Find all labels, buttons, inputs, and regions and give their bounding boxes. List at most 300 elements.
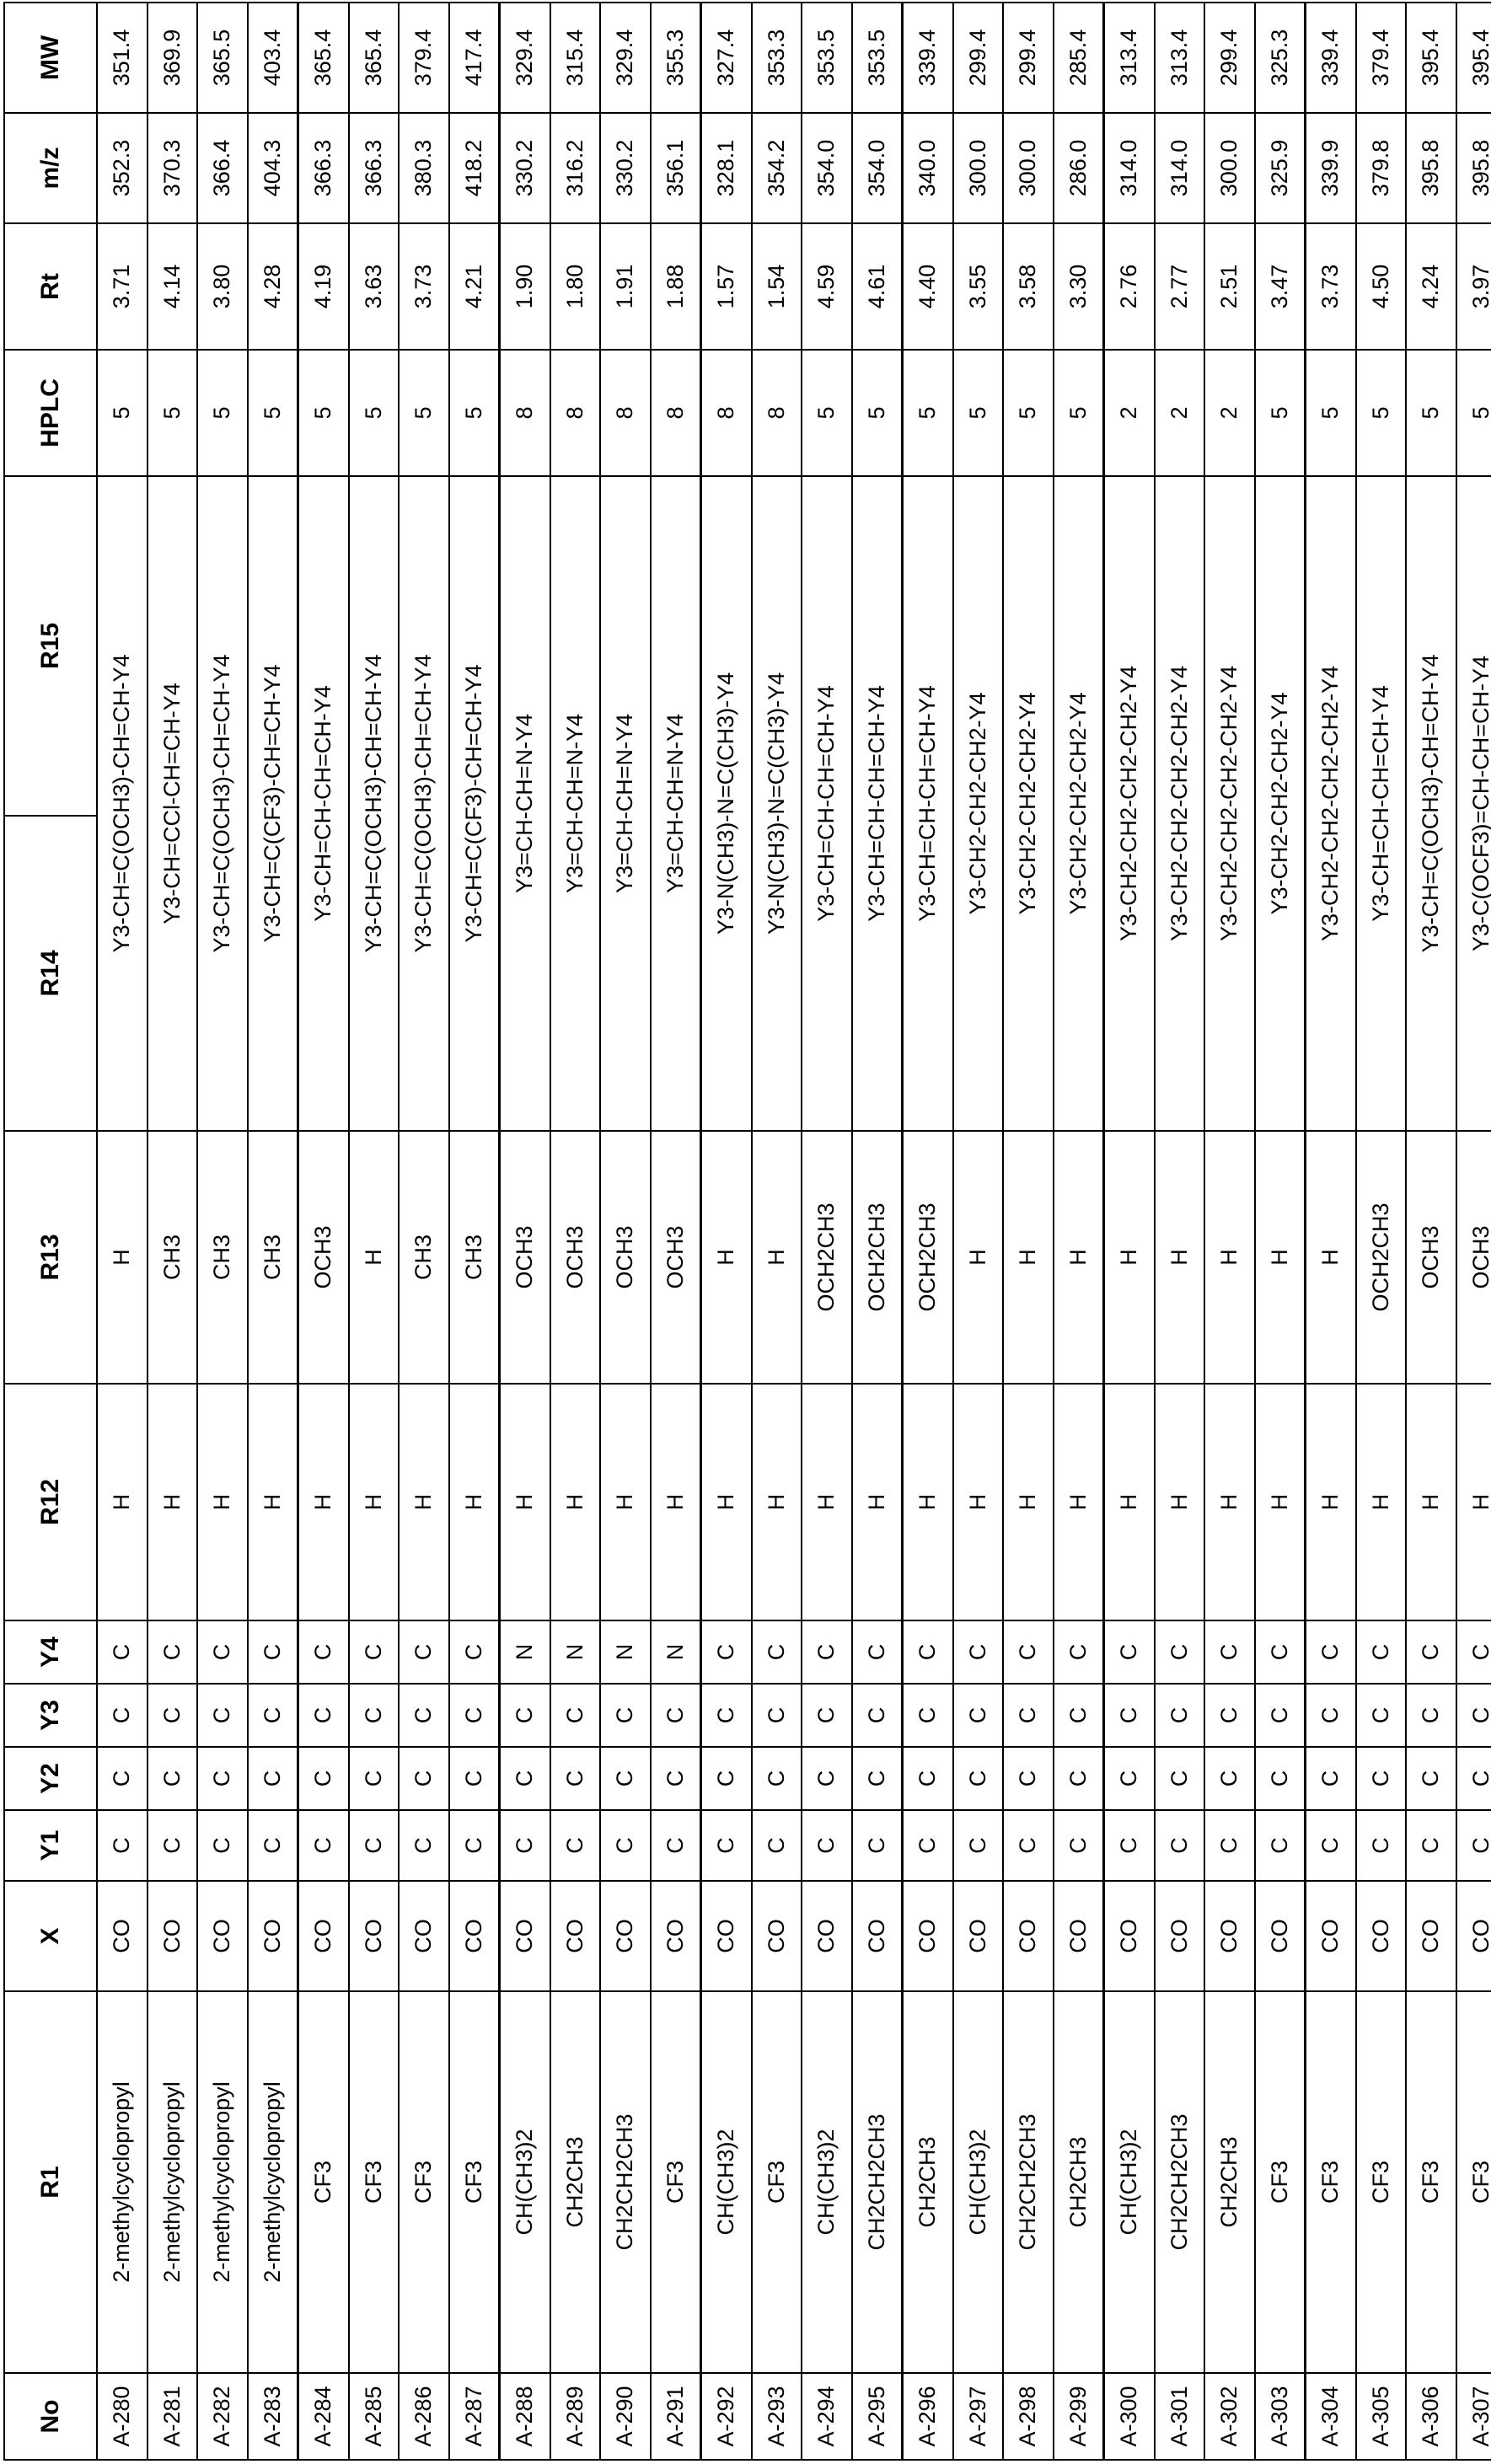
cell-hplc: 5 <box>197 350 248 476</box>
cell-x: CO <box>1104 1881 1155 1991</box>
cell-y4: C <box>1306 1620 1356 1684</box>
cell-rt: 3.47 <box>1255 223 1306 350</box>
cell-r14-r15: Y3-CH2-CH2-CH2-CH2-Y4 <box>1204 476 1255 1131</box>
cell-r13: OCH2CH3 <box>903 1131 953 1384</box>
cell-y4: N <box>600 1620 651 1684</box>
cell-hplc: 8 <box>752 350 802 476</box>
cell-x: CO <box>852 1881 903 1991</box>
cell-r1: 2-methylcyclopropyl <box>248 1991 298 2373</box>
cell-x: CO <box>752 1881 802 1991</box>
cell-r12: H <box>1255 1384 1306 1620</box>
cell-r14-r15: Y3=CH-CH=N-Y4 <box>500 476 550 1131</box>
cell-r14-r15: Y3-CH2-CH2-CH2-CH2-Y4 <box>1306 476 1356 1131</box>
cell-r14-r15: Y3-C(OCF3)=CH-CH=CH-Y4 <box>1456 476 1491 1131</box>
cell-y4: C <box>802 1620 852 1684</box>
cell-y1: C <box>500 1810 550 1881</box>
cell-x: CO <box>97 1881 147 1991</box>
cell-y3: C <box>651 1684 701 1747</box>
cell-x: CO <box>1155 1881 1205 1991</box>
cell-r13: CH3 <box>248 1131 298 1384</box>
cell-mw: 379.4 <box>1356 3 1407 113</box>
cell-r14-r15: Y3-CH2-CH2-CH2-Y4 <box>953 476 1004 1131</box>
cell-y4: C <box>1406 1620 1456 1684</box>
cell-x: CO <box>298 1881 349 1991</box>
cell-y4: C <box>248 1620 298 1684</box>
cell-hplc: 5 <box>349 350 400 476</box>
cell-y1: C <box>953 1810 1004 1881</box>
cell-r14-r15: Y3=CH-CH=N-Y4 <box>651 476 701 1131</box>
cell-y3: C <box>147 1684 198 1747</box>
cell-x: CO <box>1356 1881 1407 1991</box>
cell-no: A-297 <box>953 2373 1004 2460</box>
cell-y1: C <box>449 1810 500 1881</box>
column-header-y4: Y4 <box>4 1620 97 1684</box>
cell-r1: CF3 <box>298 1991 349 2373</box>
cell-r1: CH2CH3 <box>550 1991 601 2373</box>
cell-y2: C <box>1155 1747 1205 1810</box>
cell-mw: 325.3 <box>1255 3 1306 113</box>
cell-rt: 4.21 <box>449 223 500 350</box>
cell-y2: C <box>600 1747 651 1810</box>
cell-r1: CH(CH3)2 <box>802 1991 852 2373</box>
cell-y1: C <box>600 1810 651 1881</box>
table-row <box>1155 3 1205 2460</box>
cell-y4: C <box>1456 1620 1491 1684</box>
table-row <box>752 3 802 2460</box>
cell-r13: H <box>701 1131 752 1384</box>
cell-rt: 4.61 <box>852 223 903 350</box>
cell-r1: 2-methylcyclopropyl <box>97 1991 147 2373</box>
cell-y3: C <box>1456 1684 1491 1747</box>
cell-mz: 300.0 <box>1003 113 1054 223</box>
cell-y4: C <box>147 1620 198 1684</box>
cell-x: CO <box>349 1881 400 1991</box>
cell-mw: 315.4 <box>550 3 601 113</box>
cell-y2: C <box>1456 1747 1491 1810</box>
cell-y3: C <box>1003 1684 1054 1747</box>
cell-mz: 354.2 <box>752 113 802 223</box>
cell-rt: 3.71 <box>97 223 147 350</box>
cell-no: A-300 <box>1104 2373 1155 2460</box>
cell-no: A-304 <box>1306 2373 1356 2460</box>
cell-x: CO <box>1054 1881 1104 1991</box>
cell-r13: CH3 <box>399 1131 449 1384</box>
cell-y2: C <box>802 1747 852 1810</box>
cell-r1: CF3 <box>1306 1991 1356 2373</box>
cell-r14-r15: Y3-CH2-CH2-CH2-Y4 <box>1255 476 1306 1131</box>
cell-r13: H <box>752 1131 802 1384</box>
cell-x: CO <box>1406 1881 1456 1991</box>
cell-mw: 353.3 <box>752 3 802 113</box>
cell-hplc: 8 <box>600 350 651 476</box>
table-row <box>349 3 400 2460</box>
cell-rt: 3.73 <box>399 223 449 350</box>
cell-r12: H <box>1456 1384 1491 1620</box>
cell-hplc: 5 <box>97 350 147 476</box>
cell-x: CO <box>1306 1881 1356 1991</box>
table-row <box>449 3 500 2460</box>
cell-r13: OCH3 <box>298 1131 349 1384</box>
cell-y1: C <box>298 1810 349 1881</box>
cell-r14-r15: Y3-CH=CH-CH=CH-Y4 <box>852 476 903 1131</box>
cell-mw: 395.4 <box>1456 3 1491 113</box>
cell-y4: C <box>298 1620 349 1684</box>
cell-x: CO <box>550 1881 601 1991</box>
cell-y3: C <box>349 1684 400 1747</box>
table-row <box>1255 3 1306 2460</box>
cell-hplc: 5 <box>1255 350 1306 476</box>
cell-y2: C <box>1255 1747 1306 1810</box>
cell-hplc: 5 <box>1456 350 1491 476</box>
header-row <box>4 3 97 2460</box>
cell-no: A-288 <box>500 2373 550 2460</box>
cell-mz: 330.2 <box>500 113 550 223</box>
cell-hplc: 2 <box>1204 350 1255 476</box>
cell-mz: 370.3 <box>147 113 198 223</box>
cell-y3: C <box>752 1684 802 1747</box>
cell-rt: 1.90 <box>500 223 550 350</box>
cell-r12: H <box>1204 1384 1255 1620</box>
cell-rt: 1.88 <box>651 223 701 350</box>
cell-rt: 4.19 <box>298 223 349 350</box>
cell-r1: CF3 <box>1255 1991 1306 2373</box>
cell-hplc: 5 <box>802 350 852 476</box>
cell-r12: H <box>97 1384 147 1620</box>
cell-mw: 285.4 <box>1054 3 1104 113</box>
cell-y1: C <box>147 1810 198 1881</box>
cell-y1: C <box>1003 1810 1054 1881</box>
cell-r14-r15: Y3-CH=CH-CH=CH-Y4 <box>903 476 953 1131</box>
cell-r1: CF3 <box>399 1991 449 2373</box>
cell-mz: 330.2 <box>600 113 651 223</box>
cell-y3: C <box>1406 1684 1456 1747</box>
cell-y1: C <box>349 1810 400 1881</box>
cell-mw: 395.4 <box>1406 3 1456 113</box>
cell-r14-r15: Y3-CH=CH-CH=CH-Y4 <box>802 476 852 1131</box>
cell-y2: C <box>903 1747 953 1810</box>
table-row <box>1054 3 1104 2460</box>
cell-y4: C <box>1003 1620 1054 1684</box>
cell-hplc: 5 <box>1306 350 1356 476</box>
cell-r13: OCH3 <box>600 1131 651 1384</box>
cell-y1: C <box>197 1810 248 1881</box>
cell-hplc: 5 <box>147 350 198 476</box>
cell-rt: 3.80 <box>197 223 248 350</box>
table-row <box>1003 3 1054 2460</box>
cell-mw: 355.3 <box>651 3 701 113</box>
cell-y2: C <box>197 1747 248 1810</box>
cell-y2: C <box>1003 1747 1054 1810</box>
cell-hplc: 5 <box>248 350 298 476</box>
cell-r13: CH3 <box>197 1131 248 1384</box>
cell-rt: 3.30 <box>1054 223 1104 350</box>
cell-hplc: 5 <box>953 350 1004 476</box>
cell-no: A-303 <box>1255 2373 1306 2460</box>
cell-mw: 353.5 <box>802 3 852 113</box>
cell-rt: 1.54 <box>752 223 802 350</box>
cell-mz: 356.1 <box>651 113 701 223</box>
column-header-y3: Y3 <box>4 1684 97 1747</box>
cell-y2: C <box>852 1747 903 1810</box>
cell-rt: 3.73 <box>1306 223 1356 350</box>
cell-y3: C <box>852 1684 903 1747</box>
cell-no: A-302 <box>1204 2373 1255 2460</box>
cell-r13: H <box>1054 1131 1104 1384</box>
cell-mw: 339.4 <box>903 3 953 113</box>
cell-r12: H <box>1356 1384 1407 1620</box>
cell-mw: 353.5 <box>852 3 903 113</box>
cell-mw: 313.4 <box>1155 3 1205 113</box>
cell-no: A-280 <box>97 2373 147 2460</box>
cell-mz: 366.3 <box>349 113 400 223</box>
cell-y4: C <box>1155 1620 1205 1684</box>
cell-y2: C <box>349 1747 400 1810</box>
cell-r12: H <box>550 1384 601 1620</box>
cell-r14-r15: Y3-CH=CH-CH=CH-Y4 <box>1356 476 1407 1131</box>
document-page <box>0 0 1491 2464</box>
cell-hplc: 5 <box>1356 350 1407 476</box>
cell-mz: 316.2 <box>550 113 601 223</box>
cell-r13: OCH3 <box>550 1131 601 1384</box>
cell-r13: OCH3 <box>651 1131 701 1384</box>
compound-table <box>3 2 1491 2461</box>
cell-r1: CH(CH3)2 <box>500 1991 550 2373</box>
cell-mw: 351.4 <box>97 3 147 113</box>
cell-r13: H <box>1104 1131 1155 1384</box>
cell-r12: H <box>449 1384 500 1620</box>
cell-x: CO <box>903 1881 953 1991</box>
cell-r1: CH(CH3)2 <box>1104 1991 1155 2373</box>
column-header-y1: Y1 <box>4 1810 97 1881</box>
cell-mw: 365.4 <box>298 3 349 113</box>
cell-y1: C <box>1104 1810 1155 1881</box>
cell-no: A-301 <box>1155 2373 1205 2460</box>
cell-r12: H <box>802 1384 852 1620</box>
cell-no: A-286 <box>399 2373 449 2460</box>
cell-no: A-289 <box>550 2373 601 2460</box>
column-header-r14: R14 <box>4 816 97 1131</box>
cell-r13: CH3 <box>449 1131 500 1384</box>
cell-mz: 354.0 <box>852 113 903 223</box>
cell-mw: 299.4 <box>953 3 1004 113</box>
column-header-rt: Rt <box>4 223 97 350</box>
cell-mz: 404.3 <box>248 113 298 223</box>
cell-r14-r15: Y3-N(CH3)-N=C(CH3)-Y4 <box>752 476 802 1131</box>
cell-r13: H <box>1003 1131 1054 1384</box>
table-row <box>953 3 1004 2460</box>
cell-r12: H <box>1104 1384 1155 1620</box>
cell-r13: OCH3 <box>1406 1131 1456 1384</box>
cell-y2: C <box>248 1747 298 1810</box>
cell-r14-r15: Y3-CH=C(OCH3)-CH=CH-Y4 <box>349 476 400 1131</box>
cell-y2: C <box>97 1747 147 1810</box>
cell-r1: CF3 <box>449 1991 500 2373</box>
cell-y3: C <box>500 1684 550 1747</box>
cell-hplc: 8 <box>651 350 701 476</box>
cell-y4: C <box>903 1620 953 1684</box>
cell-mz: 366.4 <box>197 113 248 223</box>
cell-y3: C <box>1306 1684 1356 1747</box>
cell-hplc: 5 <box>903 350 953 476</box>
cell-r12: H <box>298 1384 349 1620</box>
cell-r12: H <box>752 1384 802 1620</box>
cell-r12: H <box>701 1384 752 1620</box>
cell-x: CO <box>802 1881 852 1991</box>
cell-r12: H <box>1406 1384 1456 1620</box>
cell-y1: C <box>97 1810 147 1881</box>
column-header-r12: R12 <box>4 1384 97 1620</box>
cell-y3: C <box>1356 1684 1407 1747</box>
cell-no: A-295 <box>852 2373 903 2460</box>
cell-y3: C <box>1155 1684 1205 1747</box>
cell-r1: CH2CH3 <box>903 1991 953 2373</box>
cell-y2: C <box>651 1747 701 1810</box>
cell-mw: 329.4 <box>500 3 550 113</box>
cell-no: A-287 <box>449 2373 500 2460</box>
cell-r14-r15: Y3-CH=C(CF3)-CH=CH-Y4 <box>248 476 298 1131</box>
cell-y3: C <box>550 1684 601 1747</box>
cell-x: CO <box>248 1881 298 1991</box>
cell-r13: CH3 <box>147 1131 198 1384</box>
cell-mw: 379.4 <box>399 3 449 113</box>
cell-y4: C <box>1104 1620 1155 1684</box>
table-row <box>852 3 903 2460</box>
cell-y4: C <box>752 1620 802 1684</box>
cell-mz: 300.0 <box>1204 113 1255 223</box>
cell-r1: CH2CH3 <box>1054 1991 1104 2373</box>
cell-hplc: 5 <box>852 350 903 476</box>
cell-no: A-305 <box>1356 2373 1407 2460</box>
cell-r1: CH2CH2CH3 <box>852 1991 903 2373</box>
cell-r13: OCH3 <box>500 1131 550 1384</box>
cell-y4: C <box>1255 1620 1306 1684</box>
cell-r12: H <box>197 1384 248 1620</box>
cell-r1: CH(CH3)2 <box>953 1991 1004 2373</box>
cell-y4: C <box>97 1620 147 1684</box>
cell-x: CO <box>500 1881 550 1991</box>
cell-y1: C <box>1204 1810 1255 1881</box>
cell-x: CO <box>399 1881 449 1991</box>
cell-mw: 365.5 <box>197 3 248 113</box>
cell-r1: CH2CH2CH3 <box>1003 1991 1054 2373</box>
cell-hplc: 2 <box>1155 350 1205 476</box>
cell-mz: 340.0 <box>903 113 953 223</box>
cell-mz: 286.0 <box>1054 113 1104 223</box>
cell-mz: 314.0 <box>1155 113 1205 223</box>
cell-y2: C <box>1054 1747 1104 1810</box>
table-row <box>197 3 248 2460</box>
cell-r14-r15: Y3-CH2-CH2-CH2-CH2-Y4 <box>1155 476 1205 1131</box>
cell-mw: 313.4 <box>1104 3 1155 113</box>
cell-no: A-283 <box>248 2373 298 2460</box>
cell-r13: H <box>1155 1131 1205 1384</box>
cell-y3: C <box>1255 1684 1306 1747</box>
cell-y1: C <box>651 1810 701 1881</box>
cell-r13: H <box>953 1131 1004 1384</box>
cell-r12: H <box>953 1384 1004 1620</box>
cell-r14-r15: Y3=CH-CH=N-Y4 <box>550 476 601 1131</box>
cell-y4: N <box>651 1620 701 1684</box>
cell-r13: OCH2CH3 <box>852 1131 903 1384</box>
column-header-x: X <box>4 1881 97 1991</box>
cell-hplc: 2 <box>1104 350 1155 476</box>
cell-y2: C <box>449 1747 500 1810</box>
cell-mz: 366.3 <box>298 113 349 223</box>
table-row <box>1204 3 1255 2460</box>
cell-r14-r15: Y3-N(CH3)-N=C(CH3)-Y4 <box>701 476 752 1131</box>
cell-x: CO <box>651 1881 701 1991</box>
cell-no: A-294 <box>802 2373 852 2460</box>
cell-r14-r15: Y3-CH2-CH2-CH2-Y4 <box>1054 476 1104 1131</box>
cell-mw: 369.9 <box>147 3 198 113</box>
cell-y3: C <box>701 1684 752 1747</box>
cell-y2: C <box>1356 1747 1407 1810</box>
cell-rt: 2.76 <box>1104 223 1155 350</box>
cell-y1: C <box>752 1810 802 1881</box>
cell-r14-r15: Y3-CH=CH-CH=CH-Y4 <box>298 476 349 1131</box>
cell-r12: H <box>248 1384 298 1620</box>
cell-y2: C <box>1204 1747 1255 1810</box>
cell-y3: C <box>1054 1684 1104 1747</box>
cell-r12: H <box>1054 1384 1104 1620</box>
cell-mw: 417.4 <box>449 3 500 113</box>
cell-r13: H <box>1306 1131 1356 1384</box>
cell-y4: N <box>550 1620 601 1684</box>
cell-y1: C <box>1306 1810 1356 1881</box>
table-row <box>248 3 298 2460</box>
cell-no: A-281 <box>147 2373 198 2460</box>
table-row <box>1456 3 1491 2460</box>
cell-x: CO <box>197 1881 248 1991</box>
cell-no: A-282 <box>197 2373 248 2460</box>
cell-mz: 395.8 <box>1406 113 1456 223</box>
cell-y1: C <box>1456 1810 1491 1881</box>
cell-r14-r15: Y3-CH=CCl-CH=CH-Y4 <box>147 476 198 1131</box>
cell-mz: 325.9 <box>1255 113 1306 223</box>
cell-mw: 327.4 <box>701 3 752 113</box>
cell-mz: 314.0 <box>1104 113 1155 223</box>
cell-r12: H <box>852 1384 903 1620</box>
cell-rt: 4.40 <box>903 223 953 350</box>
cell-y2: C <box>701 1747 752 1810</box>
cell-r12: H <box>147 1384 198 1620</box>
cell-y1: C <box>1406 1810 1456 1881</box>
cell-no: A-293 <box>752 2373 802 2460</box>
cell-hplc: 8 <box>701 350 752 476</box>
cell-y1: C <box>248 1810 298 1881</box>
cell-y3: C <box>97 1684 147 1747</box>
cell-y3: C <box>197 1684 248 1747</box>
table-row <box>97 3 147 2460</box>
cell-r12: H <box>903 1384 953 1620</box>
cell-r14-r15: Y3-CH=C(OCH3)-CH=CH-Y4 <box>1406 476 1456 1131</box>
cell-r14-r15: Y3-CH2-CH2-CH2-CH2-Y4 <box>1104 476 1155 1131</box>
column-header-y2: Y2 <box>4 1747 97 1810</box>
cell-y3: C <box>802 1684 852 1747</box>
column-header-mw: MW <box>4 3 97 113</box>
cell-mz: 380.3 <box>399 113 449 223</box>
cell-x: CO <box>1255 1881 1306 1991</box>
cell-y1: C <box>1255 1810 1306 1881</box>
cell-y3: C <box>600 1684 651 1747</box>
cell-x: CO <box>449 1881 500 1991</box>
cell-r14-r15: Y3-CH=C(OCH3)-CH=CH-Y4 <box>399 476 449 1131</box>
cell-y1: C <box>802 1810 852 1881</box>
cell-no: A-296 <box>903 2373 953 2460</box>
cell-y2: C <box>298 1747 349 1810</box>
table-row <box>651 3 701 2460</box>
cell-r13: OCH2CH3 <box>1356 1131 1407 1384</box>
